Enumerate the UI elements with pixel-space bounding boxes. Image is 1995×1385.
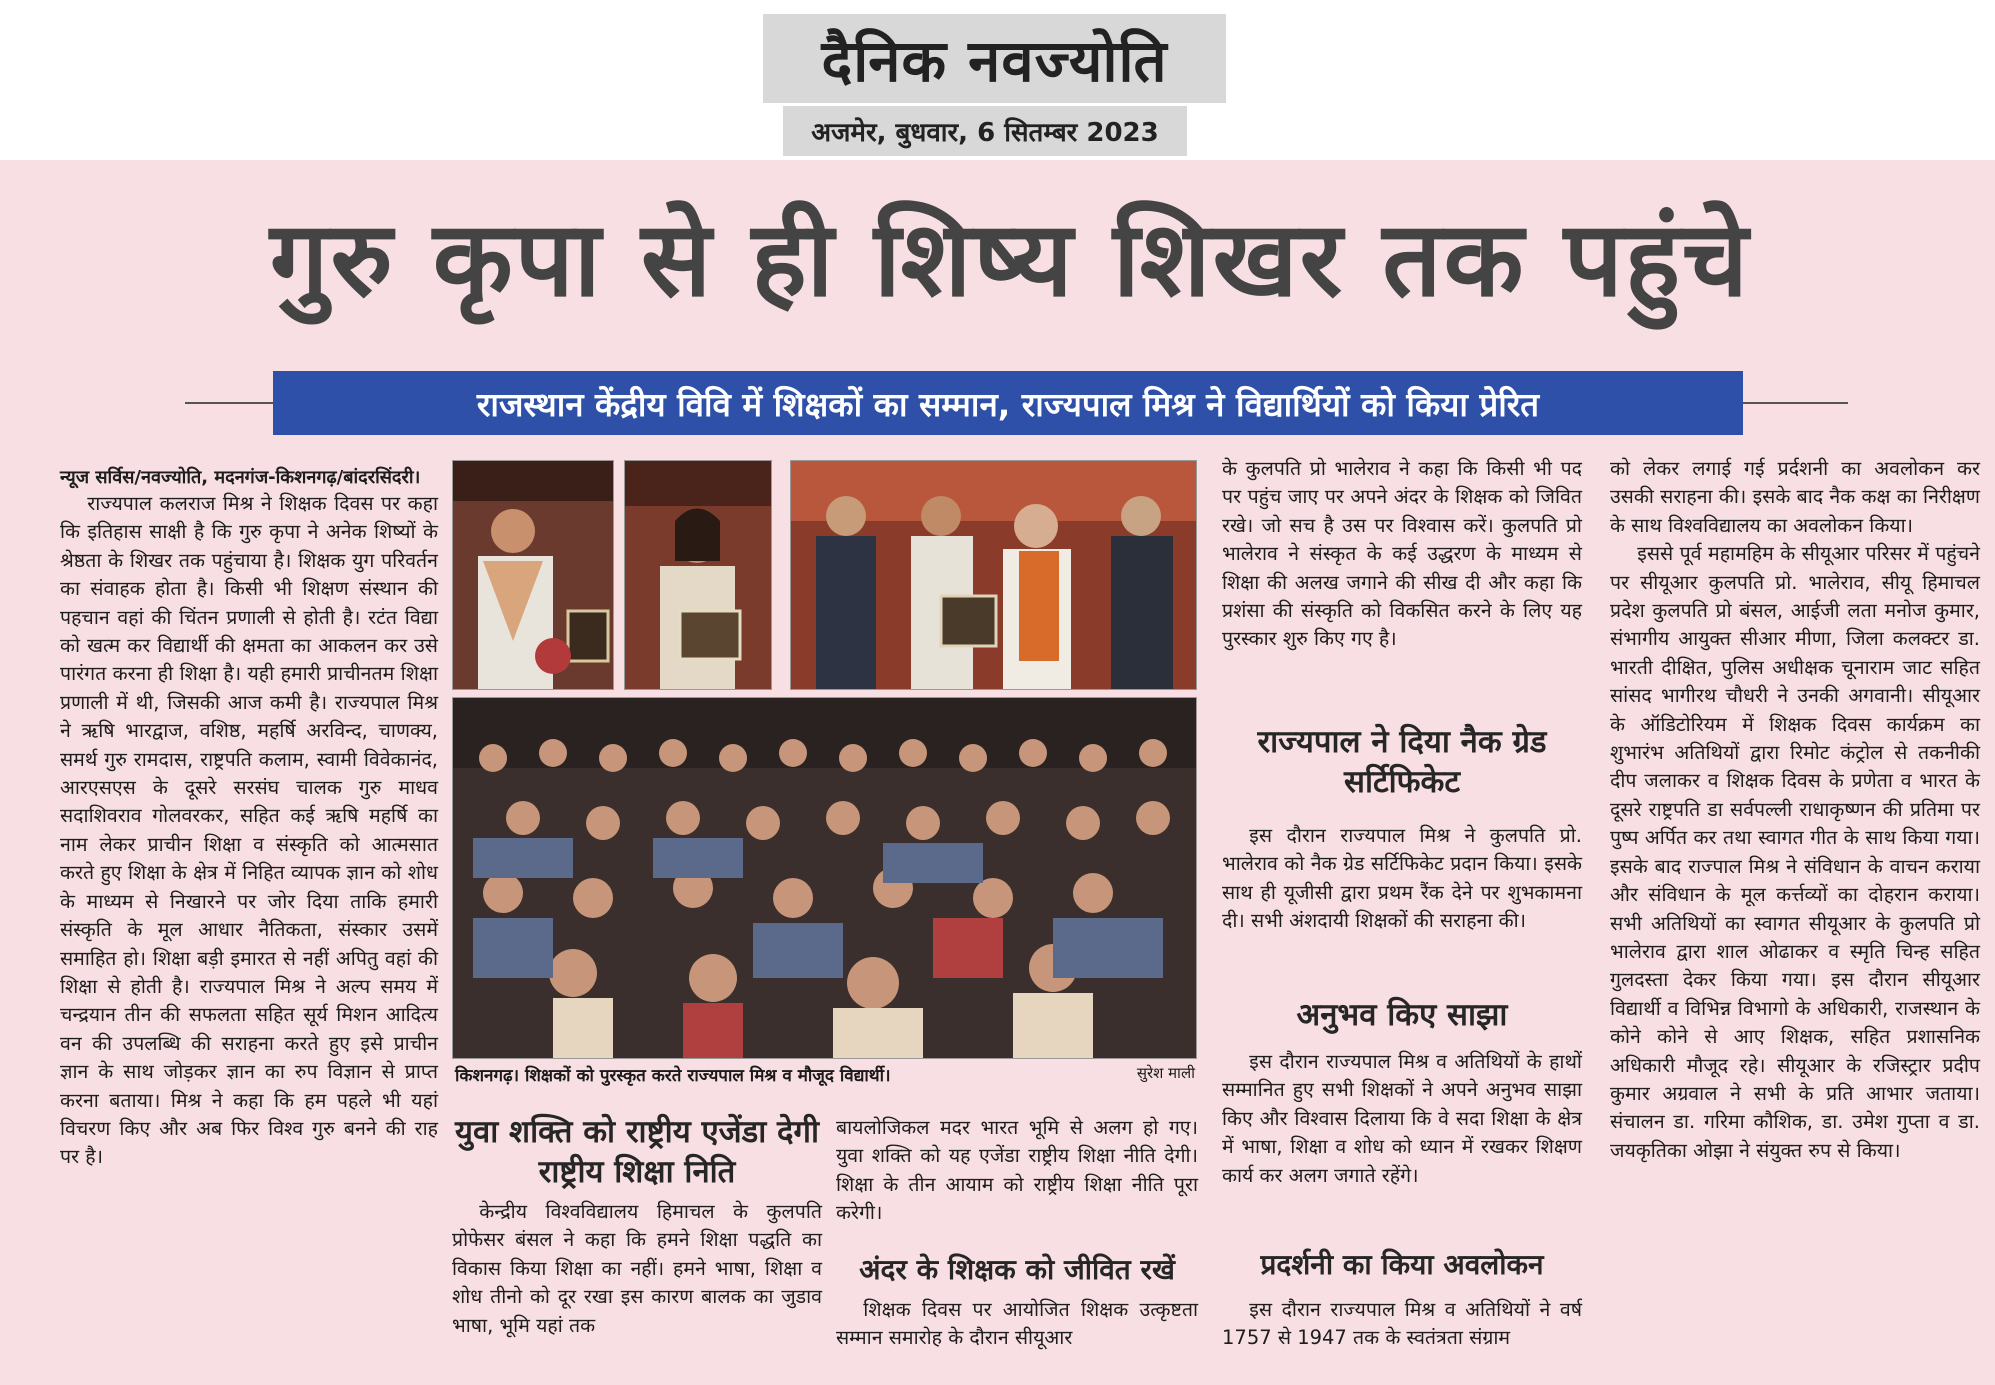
section-inner-teacher xyxy=(836,1296,1198,1353)
section-heading-exhibition: प्रदर्शनी का किया अवलोकन xyxy=(1260,1248,1544,1281)
article-paragraph: के कुलपति प्रो भालेराव ने कहा कि किसी भी पद पर पहुंच जाए पर अपने अंदर के शिक्षक को जिवित रखे। जो सच है उस पर विश्वास करें। कुलपति प्रो भालेराव ने संस्कृत के कई उद्धरण के माध्यम से शिक्षा की अलख जगाने की सीख दी और कहा कि प्रशंसा की संस्कृति को विकसित करने के लिए यह पुरस्कार शुरु किए गए है। xyxy=(1222,457,1582,651)
section-heading-inner-teacher: अंदर के शिक्षक को जीवित रखें xyxy=(859,1253,1175,1286)
photo-award-3 xyxy=(790,460,1197,690)
article-paragraph: को लेकर लगाई गई प्रर्दशनी का अवलोकन कर उसकी सराहना की। इसके बाद नैक कक्ष का निरीक्षण के साथ विश्वविद्यालय का अवलोकन किया। xyxy=(1610,457,1980,537)
section-youth-left xyxy=(452,1198,822,1340)
section-experience xyxy=(1222,1048,1582,1190)
article-paragraph: इससे पूर्व महामहिम के सीयूआर परिसर में पहुंचने पर सीयूआर कुलपति प्रो. भालेराव, सीयू हिमाचल प्रदेश कुलपति प्रो बंसल, आईजी लता मनोज कुमार, संभागीय आयुक्त सीआर मीणा, जिला कलक्टर डा. भारती दीक्षित, पुलिस अधीक्षक चूनाराम जाट सहित सांसद भागीरथ चौधरी ने उनकी अगवानी। सीयूआर के ऑडिटोरियम में शिक्षक दिवस कार्यक्रम का शुभारंभ अतिथियों द्वारा रिमोट कंट्रोल से तकनीकी दीप जलाकर व शिक्षक दिवस के प्रणेता व भारत के दूसरे राष्ट्रपति डा सर्वपल्ली राधाकृष्णन की प्रतिमा पर पुष्प अर्पित कर तथा स्वागत गीत के साथ किया गया। इसके बाद राज्पाल मिश्र ने संविधान के वाचन कराया और संविधान के मूल कर्त्तव्यों का दोहरान कराया। सभी अतिथियों का स्वागत सीयूआर के कुलपति प्रो भालेराव द्वारा शाल ओढाकर व स्मृति चिन्ह सहित गुलदस्ता देकर किया गया। इस दौरान सीयूआर विद्यार्थी व विभिन्न विभागो के अधिकारी, राजस्थान के कोने कोने से आए शिक्षक, सहित प्रशासनिक अधिकारी मौजूद रहे। सीयूआर के रजिस्ट्रार प्रदीप कुमार अग्रवाल ने सभी के प्रति आभार जताया। संचालन डा. गरिमा कौशिक, डा. उमेश गुप्ता व डा. जयकृतिका ओझा ने संयुक्त रुप से किया। xyxy=(1610,542,1980,1162)
photo-award-1 xyxy=(452,460,614,690)
photo-audience xyxy=(452,697,1197,1059)
article-paragraph: राज्यपाल कलराज मिश्र ने शिक्षक दिवस पर कहा कि इतिहास साक्षी है कि गुरु कृपा ने अनेक शिष्यों के श्रेष्ठता के शिखर तक पहुंचाया है। शिक्षक युग परिवर्तन का संवाहक होता है। किसी भी शिक्षण संस्थान की पहचान वहां की चिंतन प्रणाली से होती है। रटंत विद्या को खत्म कर विद्यार्थी की क्षमता का आकलन कर उसे पारंगत करना ही शिक्षा है। यही हमारी प्राचीनतम शिक्षा प्रणाली में थी, जिसकी आज कमी है। राज्यपाल मिश्र ने ऋषि भारद्वाज, वशिष्ठ, महर्षि अरविन्द, चाणक्य, समर्थ गुरु रामदास, राष्ट्रपति कलाम, स्वामी विवेकानंद, आरएसएस के दूसरे सरसंघ चालक गुरु माधव सदाशिवराव गोलवरकर, सहित कई ऋषि महर्षि का नाम लेकर प्राचीन शिक्षा व संस्कृति को आत्मसात करते हुए शिक्षा के क्षेत्र में निहित व्यापक ज्ञान को शोध के माध्यम से निखारने पर जोर दिया ताकि हमारी संस्कृति के मूल आधार नैतिकता, संस्कार उसमें समाहित हो। शिक्षा बड़ी इमारत से नहीं अपितु वहां की शिक्षा से होती है। राज्यपाल मिश्र ने अल्प समय में चन्द्रयान तीन की सफलता सहित सूर्य मिशन आदित्य वन की उपलब्धि की सराहना करते हुए इसे प्राचीन ज्ञान के साथ जोड़कर ज्ञान का रुप विज्ञान से प्राप्त करना बताया। मिश्र ने कहा कि हम पहले भी यहां विचरण किए और अब फिर विश्व गुरु बनने की राह पर है। xyxy=(60,492,438,1169)
article-paragraph: इस दौरान राज्यपाल मिश्र ने कुलपति प्रो. भालेराव को नैक ग्रेड सर्टिफिकेट प्रदान किया। इसके साथ ही यूजीसी द्वारा प्रथम रैंक देने पर शुभकामना दी। सभी अंशदायी शिक्षकों की सराहना की। xyxy=(1222,824,1582,933)
headline: गुरु कृपा से ही शिष्य शिखर तक पहुंचे xyxy=(269,196,1751,320)
section-heading-naac: राज्यपाल ने दिया नैक ग्रेड सर्टिफिकेट xyxy=(1257,724,1547,800)
photo-award-2 xyxy=(624,460,772,690)
byline: न्यूज सर्विस/नवज्योति, मदनगंज-किशनगढ़/बांदरसिंदरी। xyxy=(60,467,421,488)
article-paragraph: केन्द्रीय विश्वविद्यालय हिमाचल के कुलपति प्रोफेसर बंसल ने कहा कि हमने शिक्षा पद्धति का विकास किया शिक्षा का नहीं। हमने भाषा, शिक्षा व शोध तीनो को दूर रखा इस कारण बालक का जुडाव भाषा, भूमि यहां तक xyxy=(452,1200,822,1337)
masthead: दैनिक नवज्योति xyxy=(763,14,1226,103)
subheadline-banner: राजस्थान केंद्रीय विवि में शिक्षकों का सम्मान, राज्यपाल मिश्र ने विद्यार्थियों को किया प्रेरित xyxy=(273,371,1743,435)
divider-left xyxy=(185,402,275,404)
photo-credit: सुरेश माली xyxy=(1136,1064,1195,1082)
photo-caption xyxy=(455,1063,1195,1089)
section-naac xyxy=(1222,822,1582,936)
article-paragraph: शिक्षक दिवस पर आयोजित शिक्षक उत्कृष्टता सम्मान समारोह के दौरान सीयूआर xyxy=(836,1298,1198,1350)
column-4 xyxy=(1222,455,1582,654)
section-youth-right xyxy=(836,1114,1198,1228)
section-heading-experience: अनुभव किए साझा xyxy=(1296,997,1508,1033)
section-exhibition xyxy=(1222,1296,1582,1353)
article-paragraph: बायलोजिकल मदर भारत भूमि से अलग हो गए। युवा शक्ति को यह एजेंडा राष्ट्रीय शिक्षा नीति देगी। शिक्षा के तीन आयाम को राष्ट्रीय शिक्षा नीति पूरा करेगी। xyxy=(836,1116,1198,1225)
column-5 xyxy=(1610,455,1980,1165)
dateline: अजमेर, बुधवार, 6 सितम्बर 2023 xyxy=(783,106,1187,156)
divider-right xyxy=(1743,402,1848,404)
article-paragraph: इस दौरान राज्यपाल मिश्र व अतिथियों के हाथों सम्मानित हुए सभी शिक्षकों ने अपने अनुभव साझा किए और विश्वास दिलाया कि वे सदा शिक्षा के क्षेत्र में भाषा, शिक्षा व शोध को ध्यान में रखकर शिक्षण कार्य कर अलग जगाते रहेंगे। xyxy=(1222,1050,1582,1187)
column-1 xyxy=(60,465,438,1172)
article-paragraph: इस दौरान राज्यपाल मिश्र व अतिथियों ने वर्ष 1757 से 1947 तक के स्वतंत्रता संग्राम xyxy=(1222,1298,1582,1350)
section-heading-youth: युवा शक्ति को राष्ट्रीय एजेंडा देगी राष्ट्रीय शिक्षा निति xyxy=(455,1114,819,1190)
caption-text: किशनगढ़। शिक्षकों को पुरस्कृत करते राज्यपाल मिश्र व मौजूद विद्यार्थी। xyxy=(455,1066,891,1086)
